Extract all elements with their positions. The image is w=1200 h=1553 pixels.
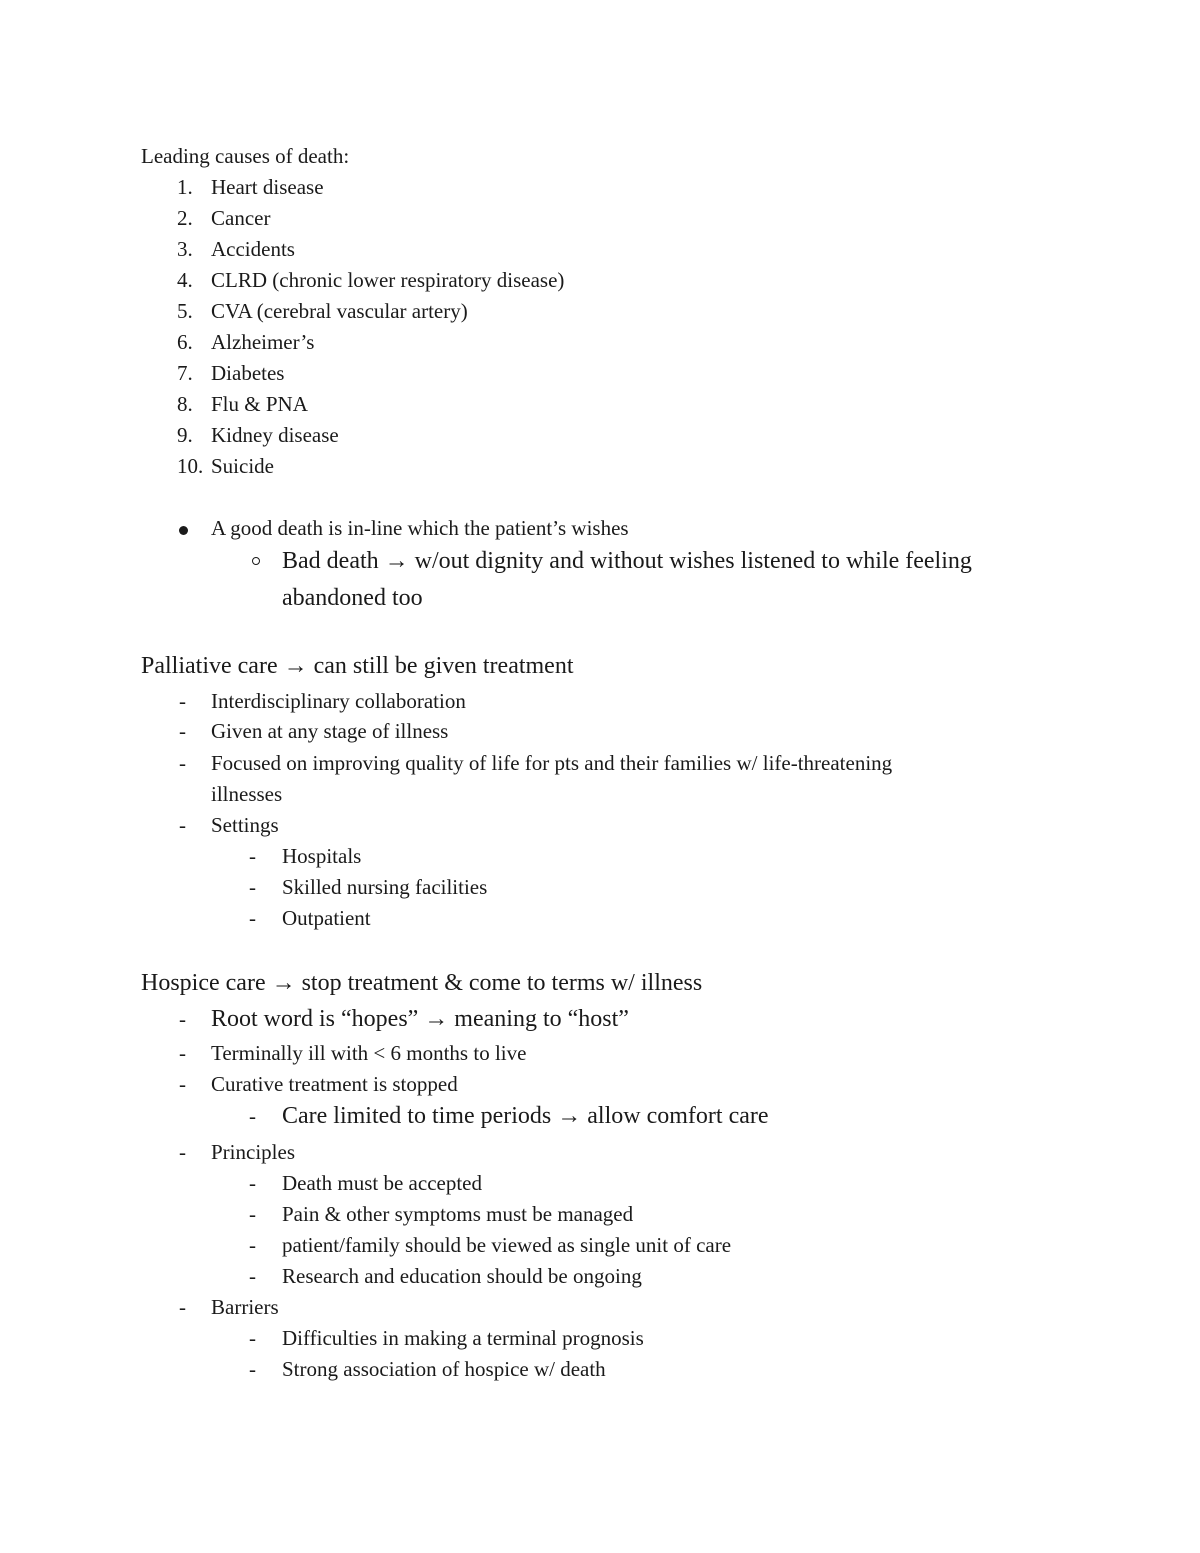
list-number: 6. [177, 330, 193, 354]
dash-marker: - [179, 689, 186, 713]
sub-list-item: Research and education should be ongoing [282, 1264, 642, 1288]
list-number: 1. [177, 175, 193, 199]
dash-marker: - [249, 906, 256, 930]
sub-list-item: Care limited to time periods → allow comfort care [282, 1103, 769, 1129]
hospice-heading: Hospice care → stop treatment & come to terms w/ illness [141, 970, 703, 996]
list-item: Diabetes [211, 361, 285, 385]
sub-list-item: Strong association of hospice w/ death [282, 1357, 606, 1381]
list-item: Heart disease [211, 175, 324, 199]
dash-marker: - [179, 751, 186, 775]
dash-marker: - [249, 1171, 256, 1195]
list-number: 5. [177, 299, 193, 323]
list-item: Settings [211, 813, 279, 837]
dash-marker: - [179, 1295, 186, 1319]
sub-list-item: Difficulties in making a terminal prognosis [282, 1326, 644, 1350]
list-item: Terminally ill with < 6 months to live [211, 1041, 527, 1065]
bad-death-line2: abandoned too [282, 585, 423, 611]
list-item: Kidney disease [211, 423, 339, 447]
dash-marker: - [249, 1264, 256, 1288]
sub-list-item: Hospitals [282, 844, 362, 868]
dash-marker: - [179, 719, 186, 743]
dash-marker: - [179, 813, 186, 837]
list-item: Given at any stage of illness [211, 719, 449, 743]
list-item: Interdisciplinary collaboration [211, 689, 466, 713]
dash-marker: - [249, 1104, 256, 1128]
list-item: CVA (cerebral vascular artery) [211, 299, 468, 323]
sub-list-item: Skilled nursing facilities [282, 875, 488, 899]
list-number: 2. [177, 206, 193, 230]
dash-marker: - [249, 1233, 256, 1257]
leading-causes-heading: Leading causes of death: [141, 144, 350, 168]
dash-marker: - [179, 1140, 186, 1164]
bad-death-line1: Bad death → w/out dignity and without wishes listened to while feeling [282, 548, 972, 574]
list-item: Root word is “hopes” → meaning to “host” [211, 1006, 629, 1032]
list-item: Curative treatment is stopped [211, 1072, 458, 1096]
dash-marker: - [179, 1007, 186, 1031]
list-item: Focused on improving quality of life for pts and their families w/ life-threatening [211, 751, 893, 775]
list-item: Accidents [211, 237, 295, 261]
bullet-circle-icon [252, 557, 260, 565]
dash-marker: - [249, 1357, 256, 1381]
list-item: Barriers [211, 1295, 279, 1319]
dash-marker: - [249, 1326, 256, 1350]
list-item: Suicide [211, 454, 274, 478]
list-number: 4. [177, 268, 193, 292]
sub-list-item: Death must be accepted [282, 1171, 482, 1195]
list-number: 10. [177, 454, 204, 478]
list-number: 9. [177, 423, 193, 447]
dash-marker: - [249, 875, 256, 899]
list-item: Flu & PNA [211, 392, 308, 416]
list-number: 8. [177, 392, 193, 416]
list-number: 3. [177, 237, 193, 261]
dash-marker: - [179, 1041, 186, 1065]
sub-list-item: Outpatient [282, 906, 371, 930]
good-death-text: A good death is in-line which the patient’s wishes [211, 516, 629, 540]
palliative-heading: Palliative care → can still be given treatment [141, 653, 574, 679]
sub-list-item: patient/family should be viewed as single unit of care [282, 1233, 732, 1257]
list-item: Principles [211, 1140, 295, 1164]
bullet-dot-icon [179, 526, 188, 535]
list-item: Cancer [211, 206, 271, 230]
list-item-continuation: illnesses [211, 782, 283, 806]
list-item: Alzheimer’s [211, 330, 315, 354]
list-number: 7. [177, 361, 193, 385]
dash-marker: - [179, 1072, 186, 1096]
list-item: CLRD (chronic lower respiratory disease) [211, 268, 565, 292]
sub-list-item: Pain & other symptoms must be managed [282, 1202, 634, 1226]
dash-marker: - [249, 1202, 256, 1226]
dash-marker: - [249, 844, 256, 868]
